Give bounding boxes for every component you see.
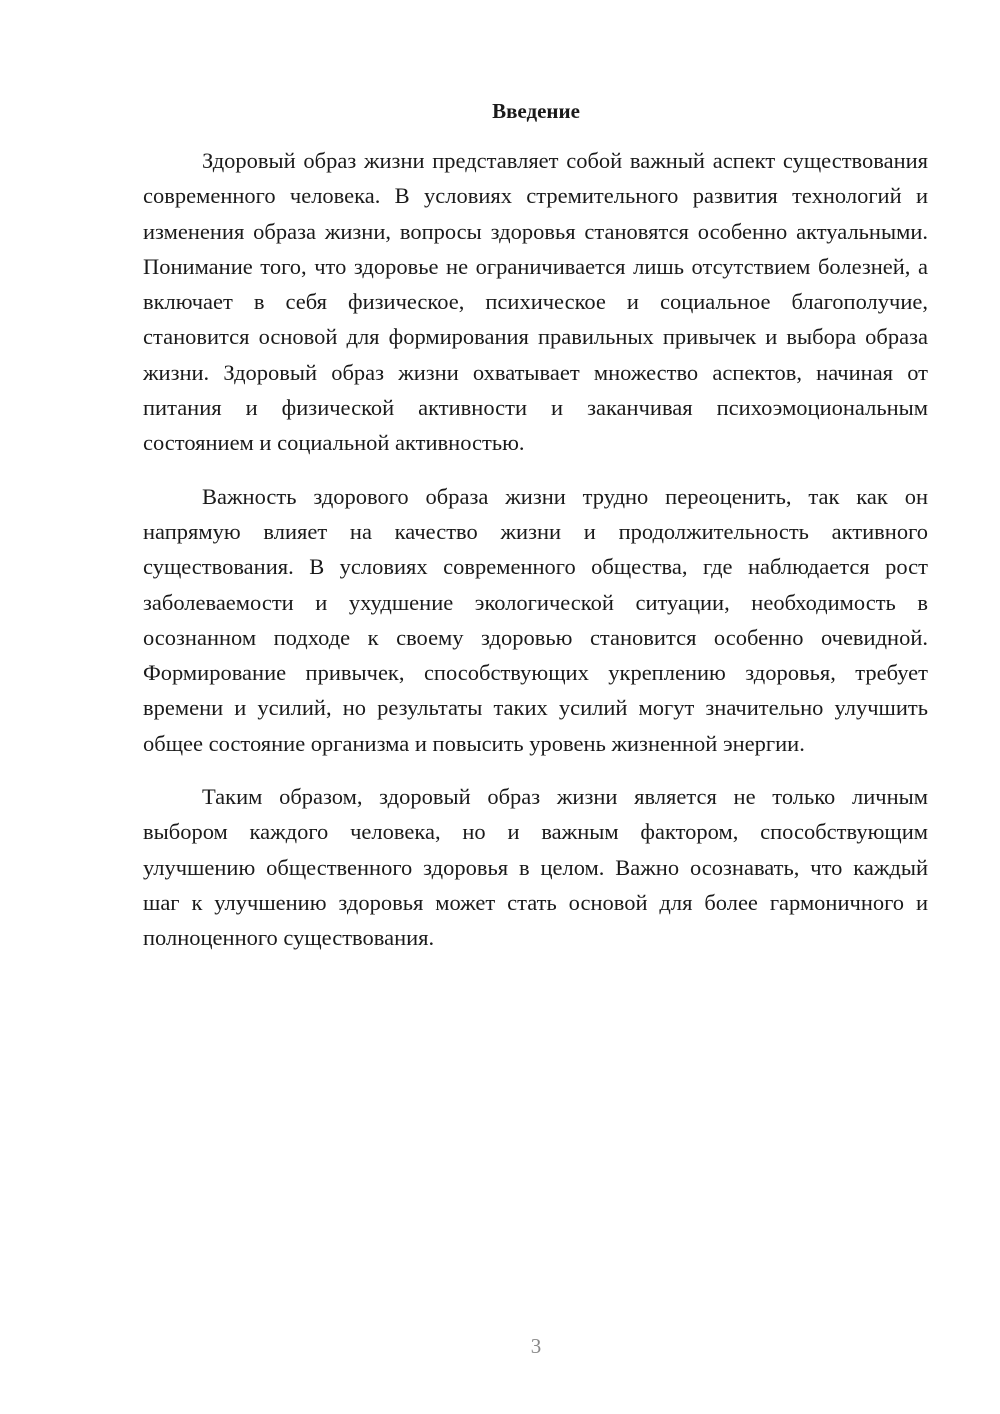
page-number: 3 bbox=[530, 1334, 542, 1358]
body-text bbox=[143, 143, 928, 974]
paragraph-3: Таким образом, здоровый образ жизни является не только личным выбором каждого человека, но и важным фактором, способствующим улучшению общественного здоровья в целом. Важно осознавать, что каждый шаг к улучшению здоровья может стать основой для более гармоничного и полноценного существования. bbox=[143, 784, 928, 951]
paragraph-1: Здоровый образ жизни представляет собой важный аспект существования современного человека. В условиях стремительного развития технологий и изменения образа жизни, вопросы здоровья становятся особенно актуальными. Понимание того, что здоровье не ограничивается лишь отсутствием болезней, а включает в себя физическое, психическое и социальное благополучие, становится основой для формирования правильных привычек и выбора образа жизни. Здоровый образ жизни охватывает множество аспектов, начиная от питания и физической активности и заканчивая психоэмоциональным состоянием и социальной активностью. bbox=[143, 148, 928, 456]
paragraph-2: Важность здорового образа жизни трудно переоценить, так как он напрямую влияет на качество жизни и продолжительность активного существования. В условиях современного общества, где наблюдается рост заболеваемости и ухудшение экологической ситуации, необходимость в осознанном подходе к своему здоровью становится особенно очевидной. Формирование привычек, способствующих укреплению здоровья, требует времени и усилий, но результаты таких усилий могут значительно улучшить общее состояние организма и повысить уровень жизненной энергии. bbox=[143, 483, 928, 756]
section-heading: Введение bbox=[492, 99, 580, 123]
